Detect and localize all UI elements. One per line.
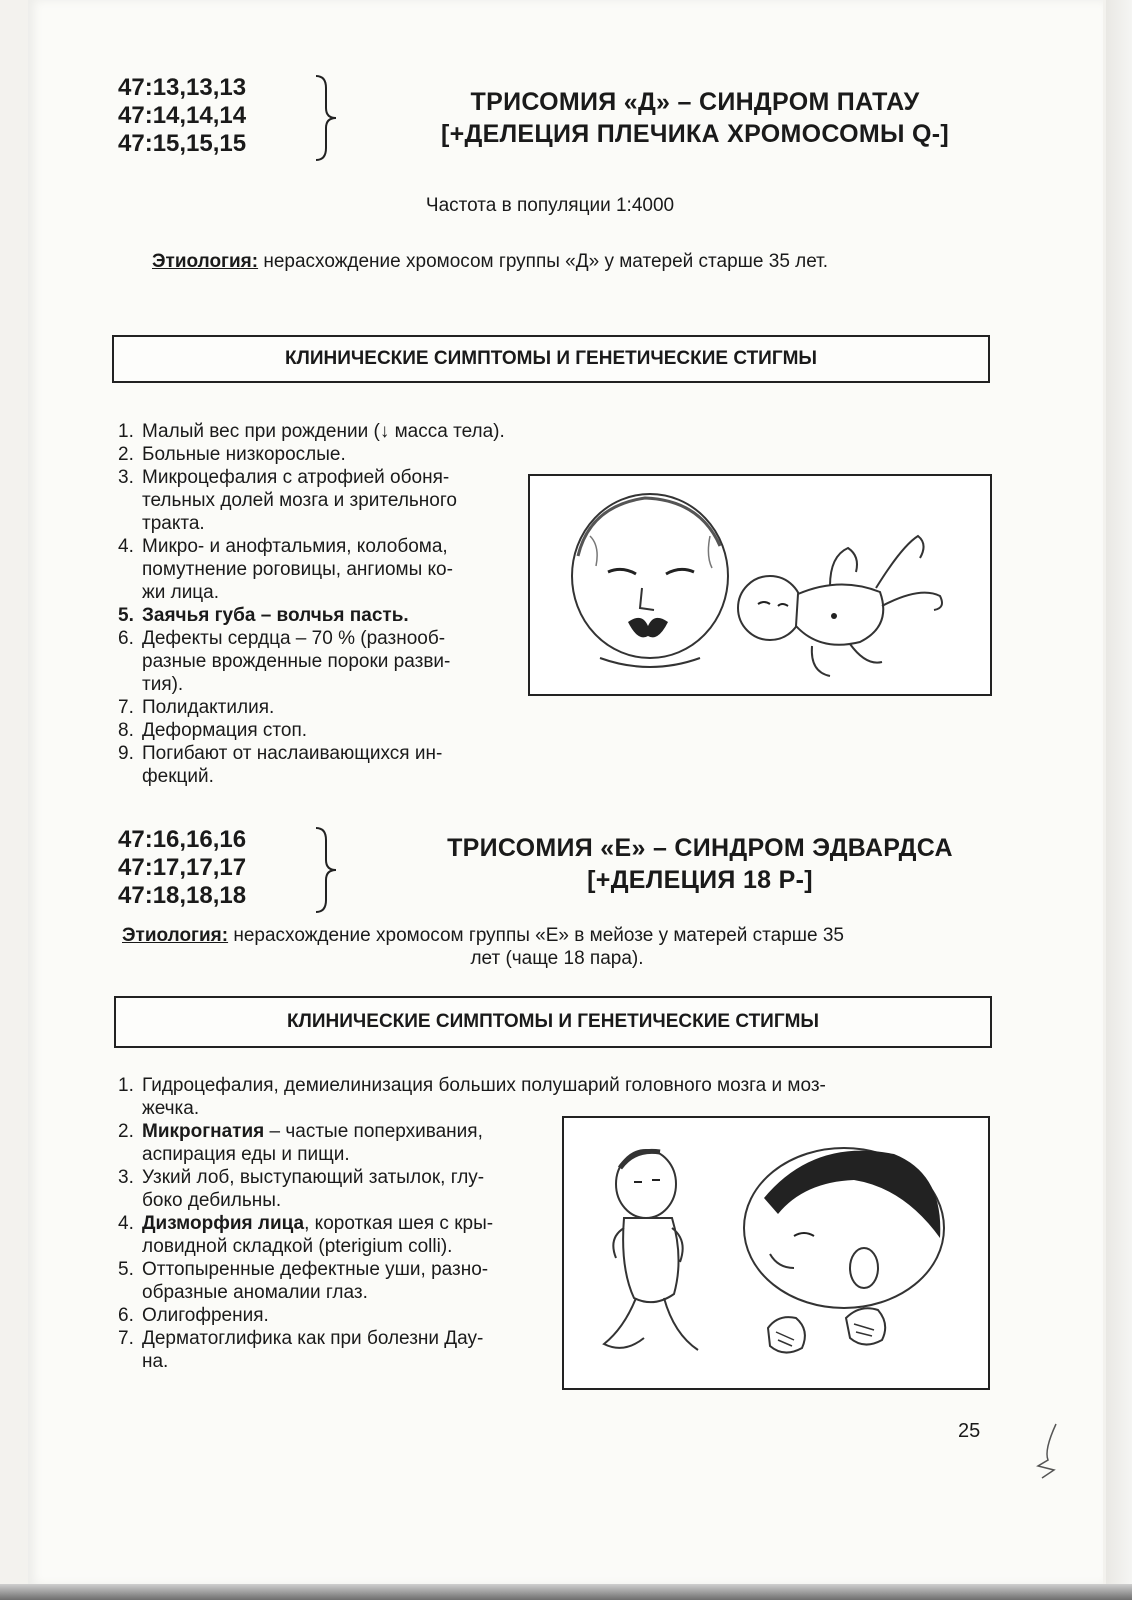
page-edge — [1106, 0, 1132, 1600]
list-item: 5. Заячья губа – волчья пасть. — [118, 605, 409, 626]
pencil-mark-icon — [1030, 1420, 1070, 1480]
page-number: 25 — [958, 1420, 981, 1442]
list-item: 5. Оттопыренные дефектные уши, разно- — [118, 1259, 489, 1280]
karyotype: 47:14,14,14 — [118, 102, 247, 129]
section-title-patau: ТРИСОМИЯ «Д» – СИНДРОМ ПАТАУ [+ДЕЛЕЦИЯ ПЛЕЧИКА ХРОМОСОМЫ Q-] — [440, 88, 949, 148]
list-item: 3. Узкий лоб, выступающий затылок, глу- — [118, 1167, 485, 1188]
karyotype: 47:18,18,18 — [118, 882, 247, 909]
etiology-patau — [152, 250, 828, 273]
karyotype: 47:16,16,16 — [118, 826, 247, 853]
list-item: 7. Дерматоглифика как при болезни Дау- — [118, 1328, 484, 1349]
karyotype-list-edwards — [118, 826, 246, 910]
symptom-list-patau — [118, 420, 518, 788]
curly-brace-icon — [312, 74, 342, 162]
list-item: 8. Деформация стоп. — [118, 720, 308, 741]
symptoms-heading-box-edwards: КЛИНИЧЕСКИЕ СИМПТОМЫ И ГЕНЕТИЧЕСКИЕ СТИГМЫ — [114, 996, 992, 1048]
list-item-cont: жечка. — [142, 1098, 200, 1119]
etiology-label: Этиология: — [152, 251, 259, 272]
figure-patau-infant — [528, 474, 992, 696]
symptom-list-edwards-2: 2. Микрогнатия – частые поперхивания, аспирация еды и пищи. 3. Узкий лоб, выступающий затылок, глу- боко дебильны. 4. Дизморфия лица, короткая шея с кры- ловидной складкой (pterigium colli). 5. Оттопыренные дефектные уши, разно- образные аномалии глаз. 6. Олигофрения. 7. Дерматоглифика как при болезни Дау- на. — [118, 1120, 548, 1373]
list-item: 6. Олигофрения. — [118, 1305, 269, 1326]
etiology-edwards — [122, 924, 992, 970]
etiology-text: нерасхождение хромосом группы «Е» в мейозе у матерей старше 35 — [228, 925, 845, 946]
etiology-label: Этиология: — [122, 925, 229, 946]
list-item: 1. Гидроцефалия, демиелинизация больших полушарий головного мозга и моз- — [118, 1075, 826, 1096]
list-item: 4. Микро- и анофтальмия, колобома, помутнение роговицы, ангиомы ко- жи лица. — [118, 536, 453, 603]
etiology-text: нерасхождение хромосом группы «Д» у матерей старше 35 лет. — [258, 251, 829, 272]
curly-brace-icon — [312, 826, 342, 914]
scan-edge — [0, 1584, 1132, 1600]
karyotype-list-patau — [118, 74, 246, 158]
list-item: 3. Микроцефалия с атрофией обоня- тельных долей мозга и зрительного тракта. — [118, 467, 457, 534]
list-item: 6. Дефекты сердца – 70 % (разнооб- разные врожденные пороки разви- тия). — [118, 628, 451, 695]
karyotype: 47:17,17,17 — [118, 854, 247, 881]
karyotype: 47:15,15,15 — [118, 130, 247, 157]
symptoms-heading-box-patau: КЛИНИЧЕСКИЕ СИМПТОМЫ И ГЕНЕТИЧЕСКИЕ СТИГМЫ — [112, 335, 990, 383]
symptom-list-edwards — [118, 1074, 990, 1120]
figure-edwards-infant — [562, 1116, 990, 1390]
frequency-line: Частота в популяции 1:4000 — [425, 195, 675, 216]
list-item: 2. Больные низкорослые. — [118, 444, 346, 465]
list-item: 7. Полидактилия. — [118, 697, 275, 718]
list-item: 9. Погибают от наслаивающихся ин- фекций. — [118, 743, 443, 787]
karyotype: 47:13,13,13 — [118, 74, 247, 101]
infant-illustration-icon — [564, 1118, 988, 1388]
etiology-text-cont: лет (чаще 18 пара). — [470, 948, 644, 969]
infant-illustration-icon — [530, 476, 990, 694]
section-title-edwards: ТРИСОМИЯ «Е» – СИНДРОМ ЭДВАРДСА [+ДЕЛЕЦИЯ 18 Р-] — [447, 834, 953, 894]
list-item: 4. Дизморфия лица, короткая шея с кры- — [118, 1213, 494, 1234]
list-item: 1. Малый вес при рождении (↓ масса тела). — [118, 421, 505, 442]
list-item: 2. Микрогнатия – частые поперхивания, — [118, 1121, 483, 1142]
